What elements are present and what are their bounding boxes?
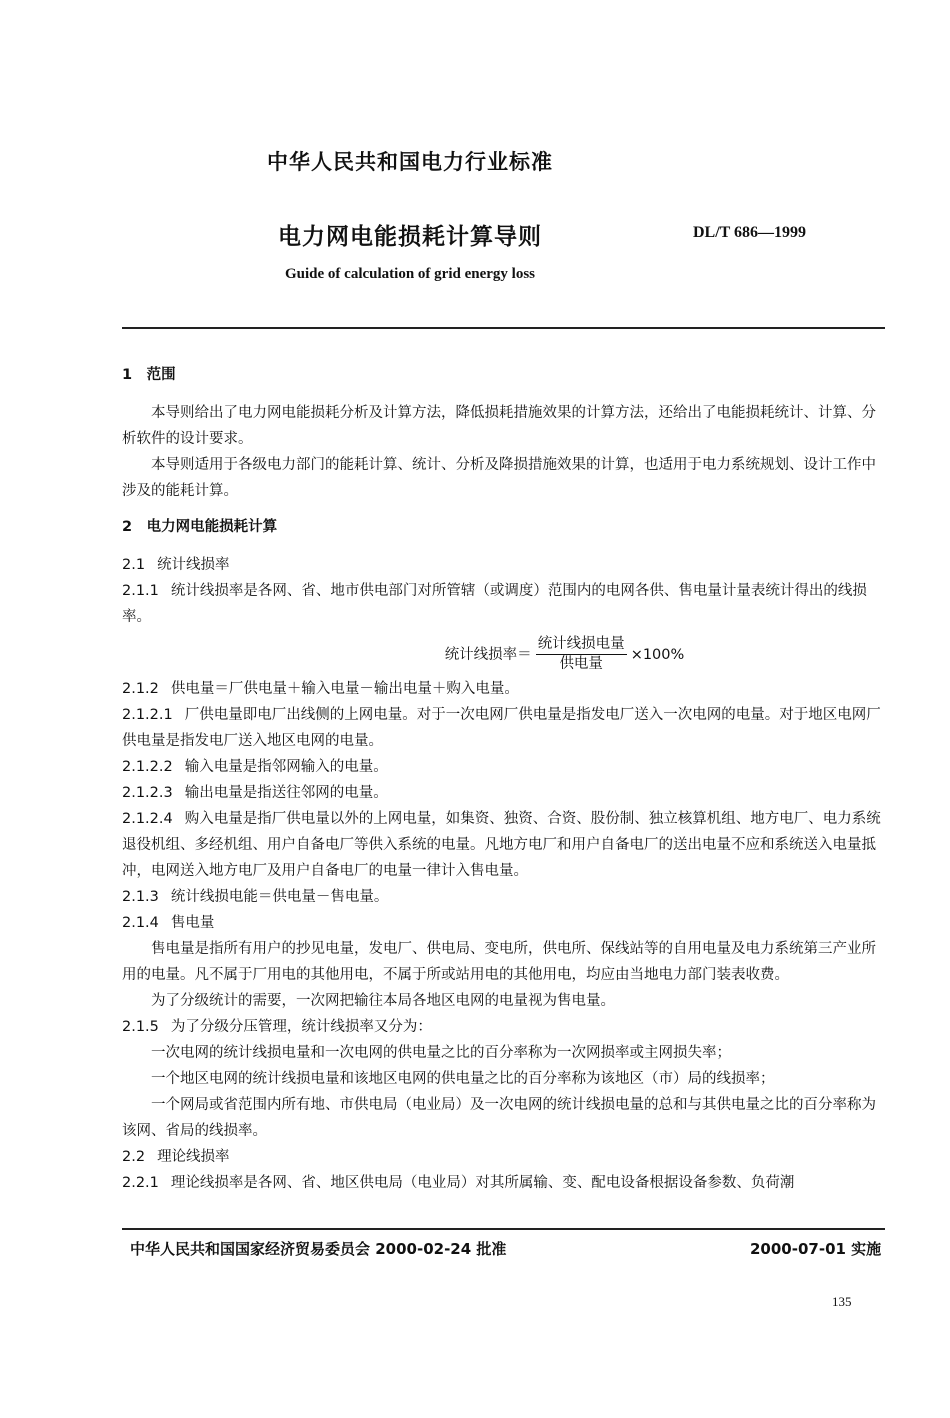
paragraph: 一次电网的统计线损电量和一次电网的供电量之比的百分率称为一次网损率或主网损失率； [151,1045,731,1061]
clause-text: 购入电量是指厂供电量以外的上网电量，如集资、独资、合资、股份制、独立核算机组、地方电厂、电力系统退役机组、多经机组、用户自备电厂等供入系统的电量。凡地方电厂和用户自备电厂的送出电量不应和系统送入电量抵冲，电网送入地方电厂及用户自备电厂的电量一律计入售电量。 [122,811,881,879]
clause-2-1-2-4 [122,806,887,884]
clause-2-1-2-3 [122,780,887,806]
document-title: 电力网电能损耗计算导则 [278,224,542,250]
clause-text: 为了分级分压管理，统计线损率又分为： [170,1019,432,1035]
formula-rhs: ×100% [630,646,685,663]
clause-text: 输出电量是指送往邻网的电量。 [184,785,388,801]
formula-numerator: 统计线损电量 [536,636,627,655]
clause-text: 统计线损率 [157,557,230,573]
approval-line: 中华人民共和国国家经济贸易委员会 2000-02-24 批准 [130,1240,507,1258]
clause-2-1-1 [122,578,887,630]
footer-divider [122,1228,885,1230]
english-title: Guide of calculation of grid energy loss [285,266,535,282]
clause-text: 统计线损率是各网、省、地市供电部门对所管辖（或调度）范围内的电网各供、售电量计量表统计得出的线损率。 [122,583,867,625]
standard-heading: 中华人民共和国电力行业标准 [267,150,553,174]
clause-2-1-2-1 [122,702,887,754]
section-1-heading: 1 范围 [122,367,176,383]
clause-2-1-5 [122,1014,887,1040]
effective-date: 2000-07-01 实施 [750,1240,882,1258]
clause-number: 2.1.2.4 [122,811,173,827]
clause-text: 理论线损率是各网、省、地区供电局（电业局）对其所属输、变、配电设备根据设备参数、负荷潮 [170,1175,795,1191]
clause-2-1-3 [122,884,887,910]
clause-text: 供电量＝厂供电量＋输入电量－输出电量＋购入电量。 [170,681,519,697]
clause-number: 2.1.4 [122,915,159,931]
clause-2-2-1 [122,1170,887,1196]
clause-2-2 [122,1144,887,1170]
clause-2-1-4 [122,910,887,936]
formula-fraction [536,636,627,673]
standard-code: DL/T 686—1999 [693,224,807,241]
document-body [122,362,887,1196]
formula-denominator: 供电量 [559,656,603,672]
loss-rate-formula [122,636,887,672]
clause-text: 统计线损电能＝供电量－售电量。 [170,889,389,905]
clause-2-1-2 [122,676,887,702]
clause-text: 输入电量是指邻网输入的电量。 [184,759,388,775]
paragraph: 一个地区电网的统计线损电量和该地区电网的供电量之比的百分率称为该地区（市）局的线损率； [151,1071,775,1087]
clause-number: 2.2.1 [122,1175,159,1191]
paragraph: 本导则给出了电力网电能损耗分析及计算方法，降低损耗措施效果的计算方法，还给出了电能损耗统计、计算、分析软件的设计要求。 [122,405,876,447]
formula-lhs: 统计线损率＝ [444,646,532,663]
clause-number: 2.1.2.3 [122,785,173,801]
clause-number: 2.1.2 [122,681,159,697]
clause-number: 2.1.2.2 [122,759,173,775]
clause-number: 2.2 [122,1149,146,1165]
clause-number: 2.1.2.1 [122,707,173,723]
paragraph: 一个网局或省范围内所有地、市供电局（电业局）及一次电网的统计线损电量的总和与其供电量之比的百分率称为该网、省局的线损率。 [122,1097,876,1139]
clause-text: 售电量 [170,915,215,931]
clause-text: 理论线损率 [157,1149,230,1165]
section-2-heading: 2 电力网电能损耗计算 [122,519,278,535]
clause-number: 2.1 [122,557,146,573]
header-divider [122,327,885,329]
clause-number: 2.1.5 [122,1019,159,1035]
paragraph: 售电量是指所有用户的抄见电量，发电厂、供电局、变电所，供电所、保线站等的自用电量及电力系统第三产业所用的电量。凡不属于厂用电的其他用电，不属于所或站用电的其他用电，均应由当地电力部门装表收费。 [122,941,876,983]
paragraph: 本导则适用于各级电力部门的能耗计算、统计、分析及降损措施效果的计算，也适用于电力系统规划、设计工作中涉及的能耗计算。 [122,457,876,499]
clause-text: 厂供电量即电厂出线侧的上网电量。对于一次电网厂供电量是指发电厂送入一次电网的电量。对于地区电网厂供电量是指发电厂送入地区电网的电量。 [122,707,881,749]
clause-number: 2.1.3 [122,889,159,905]
paragraph: 为了分级统计的需要，一次网把输往本局各地区电网的电量视为售电量。 [151,993,615,1009]
clause-2-1 [122,552,887,578]
clause-number: 2.1.1 [122,583,159,599]
page-number: 135 [832,1294,852,1309]
clause-2-1-2-2 [122,754,887,780]
